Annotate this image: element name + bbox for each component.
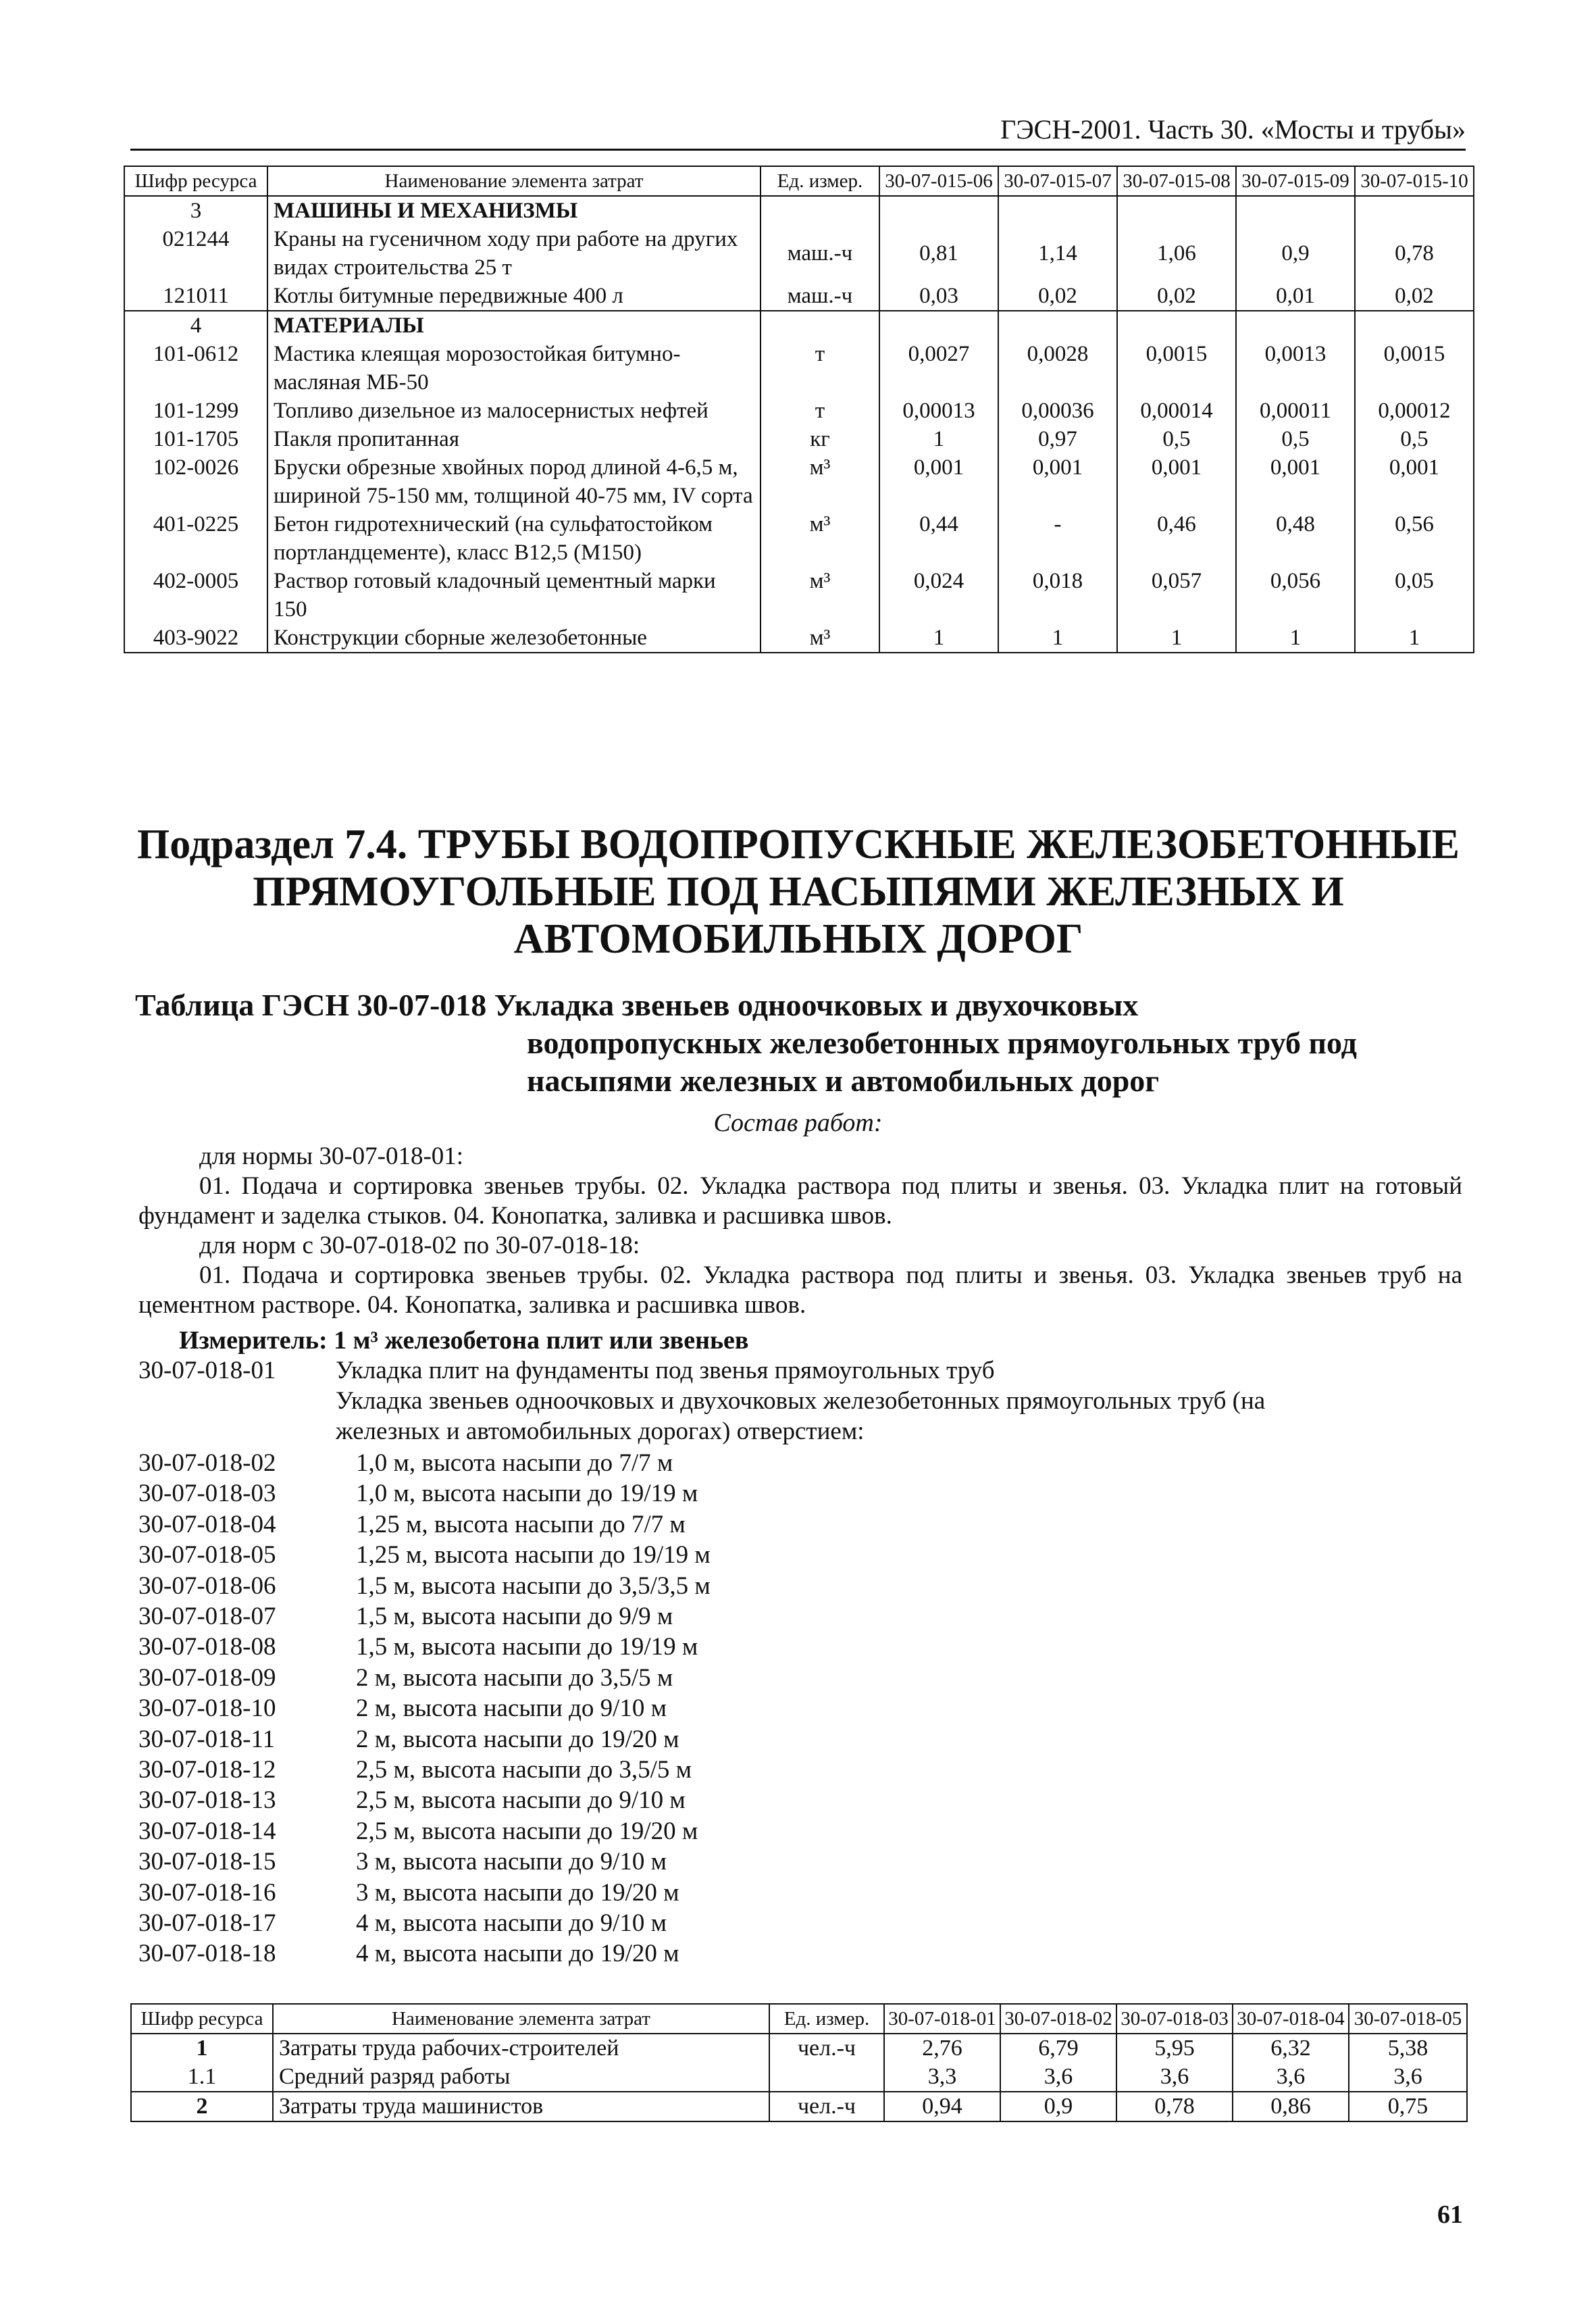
value-cell: 1 [1117, 624, 1236, 653]
header-rule [130, 149, 1466, 151]
norm-description: 1,25 м, высота насыпи до 19/19 м [356, 1541, 711, 1569]
header-unit: Ед. измер. [769, 2004, 884, 2034]
value-cell: 6,79 [1000, 2034, 1116, 2063]
value-cell: 5,95 [1116, 2034, 1233, 2063]
norm-code: 30-07-018-15 [138, 1848, 276, 1876]
header-code: Шифр ресурса [131, 2004, 273, 2034]
value-cell: 0,0015 [1355, 340, 1474, 397]
table-title [135, 986, 1418, 1100]
table-row [124, 510, 1474, 567]
header-unit: Ед. измер. [761, 166, 879, 196]
running-header: ГЭСН-2001. Часть 30. «Мосты и трубы» [1000, 114, 1466, 145]
norm-code: 30-07-018-13 [138, 1786, 276, 1815]
value-cell: 0,48 [1236, 510, 1355, 567]
norm-description: 1,0 м, высота насыпи до 19/19 м [356, 1480, 698, 1508]
norm-description: 2 м, высота насыпи до 19/20 м [356, 1725, 679, 1753]
section-title: МАШИНЫ И МЕХАНИЗМЫ [267, 196, 761, 225]
table-row [124, 453, 1474, 510]
resource-name: Бруски обрезные хвойных пород длиной 4-6,5 м, шириной 75-150 мм, толщиной 40-75 мм, IV сорта [267, 453, 761, 510]
items-intro: Укладка звеньев одноочковых и двухочковых железобетонных прямоугольных труб (на [336, 1387, 1266, 1415]
value-cell: 0,05 [1355, 567, 1474, 624]
norm-description: 3 м, высота насыпи до 19/20 м [356, 1878, 679, 1907]
norm-description: 4 м, высота насыпи до 9/10 м [356, 1909, 667, 1937]
resource-code: 2 [131, 2092, 273, 2121]
norm-description: Укладка плит на фундаменты под звенья прямоугольных труб [336, 1357, 995, 1384]
value-cell: 0,9 [1236, 225, 1355, 282]
header-col: 30-07-015-10 [1355, 166, 1474, 196]
value-cell: 1 [998, 624, 1117, 653]
value-cell: 0,00014 [1117, 397, 1236, 425]
resource-name: Средний разряд работы [273, 2063, 769, 2092]
resource-name: Котлы битумные передвижные 400 л [267, 282, 761, 311]
norm-description: 2 м, высота насыпи до 3,5/5 м [356, 1663, 673, 1692]
value-cell: 0,94 [884, 2092, 1000, 2121]
work-composition-heading: Состав работ: [713, 1109, 883, 1137]
value-cell: 0,01 [1236, 282, 1355, 311]
table-row [124, 567, 1474, 624]
value-cell: 1 [879, 425, 998, 453]
resource-code: 101-1299 [124, 397, 267, 425]
value-cell: 0,001 [1355, 453, 1474, 510]
value-cell: 0,02 [1355, 282, 1474, 311]
resource-code: 102-0026 [124, 453, 267, 510]
resource-name: Краны на гусеничном ходу при работе на других видах строительства 25 т [267, 225, 761, 282]
header-col: 30-07-018-04 [1233, 2004, 1349, 2034]
resource-code: 1 [131, 2034, 273, 2063]
section-title: МАТЕРИАЛЫ [267, 311, 761, 340]
table-row [124, 397, 1474, 425]
value-cell: 0,00011 [1236, 397, 1355, 425]
table-row [131, 2063, 1467, 2092]
value-cell: 0,46 [1117, 510, 1236, 567]
value-cell: 0,018 [998, 567, 1117, 624]
norm-code: 30-07-018-11 [138, 1725, 276, 1753]
resource-code: 403-9022 [124, 624, 267, 653]
norm-description: 1,0 м, высота насыпи до 7/7 м [356, 1449, 673, 1477]
value-cell: 0,0027 [879, 340, 998, 397]
value-cell: 0,057 [1117, 567, 1236, 624]
table-row [124, 340, 1474, 397]
value-cell: 5,38 [1349, 2034, 1467, 2063]
norm-code: 30-07-018-06 [138, 1571, 276, 1600]
value-cell: 0,0015 [1117, 340, 1236, 397]
value-cell: 0,00036 [998, 397, 1117, 425]
header-col: 30-07-018-05 [1349, 2004, 1467, 2034]
resource-code: 121011 [124, 282, 267, 311]
resource-name: Пакля пропитанная [267, 425, 761, 453]
value-cell: 1,06 [1117, 225, 1236, 282]
resource-table-015 [124, 166, 1474, 653]
resource-unit: маш.-ч [761, 225, 879, 282]
norm-label: для норм с 30-07-018-02 по 30-07-018-18: [199, 1232, 640, 1259]
header-code: Шифр ресурса [124, 166, 267, 196]
norm-code: 30-07-018-01 [138, 1357, 276, 1384]
header-col: 30-07-015-08 [1117, 166, 1236, 196]
resource-code: 021244 [124, 225, 267, 282]
section-code: 4 [124, 311, 267, 340]
value-cell: 0,56 [1355, 510, 1474, 567]
value-cell: 0,024 [879, 567, 998, 624]
page-number: 61 [1437, 2200, 1463, 2229]
value-cell: 0,0028 [998, 340, 1117, 397]
value-cell: 0,00012 [1355, 397, 1474, 425]
norm-label: для нормы 30-07-018-01: [199, 1142, 464, 1170]
norm-text: 01. Подача и сортировка звеньев трубы. 02. Укладка раствора под плиты и звенья. 03. Укладка плит на готовый фундамент и заделка стыков. 04. Конопатка, заливка и расшивка швов. [138, 1172, 1462, 1230]
value-cell: 1 [879, 624, 998, 653]
resource-code: 101-0612 [124, 340, 267, 397]
resource-name: Затраты труда машинистов [273, 2092, 769, 2121]
norm-description: 4 м, высота насыпи до 19/20 м [356, 1940, 679, 1968]
table-header-row [124, 166, 1474, 196]
resource-unit [769, 2063, 884, 2092]
resource-code: 1.1 [131, 2063, 273, 2092]
value-cell: 0,5 [1117, 425, 1236, 453]
norm-code: 30-07-018-07 [138, 1603, 276, 1630]
norm-description: 1,5 м, высота насыпи до 19/19 м [356, 1633, 698, 1661]
header-col: 30-07-015-09 [1236, 166, 1355, 196]
norm-description: 2,5 м, высота насыпи до 3,5/5 м [356, 1756, 692, 1784]
norm-description: 1,5 м, высота насыпи до 3,5/3,5 м [356, 1571, 711, 1600]
measurement-unit: Измеритель: 1 м³ железобетона плит или звеньев [179, 1326, 749, 1355]
resource-unit: маш.-ч [761, 282, 879, 311]
resource-name: Топливо дизельное из малосернистых нефтей [267, 397, 761, 425]
value-cell: - [998, 510, 1117, 567]
resource-unit: чел.-ч [769, 2092, 884, 2121]
value-cell: 0,9 [1000, 2092, 1116, 2121]
section-code: 3 [124, 196, 267, 225]
table-title-line: Таблица ГЭСН 30-07-018 Укладка звеньев одноочковых и двухочковых [135, 988, 1139, 1022]
value-cell: 0,5 [1355, 425, 1474, 453]
norm-code: 30-07-018-05 [138, 1541, 276, 1569]
norm-code: 30-07-018-08 [138, 1633, 276, 1661]
work-composition [138, 1142, 1462, 1320]
value-cell: 3,6 [1349, 2063, 1467, 2092]
resource-name: Бетон гидротехнический (на сульфатостойком портландцементе), класс В12,5 (М150) [267, 510, 761, 567]
resource-name: Затраты труда рабочих-строителей [273, 2034, 769, 2063]
value-cell: 1 [1236, 624, 1355, 653]
norm-code: 30-07-018-04 [138, 1510, 276, 1538]
header-name: Наименование элемента затрат [273, 2004, 769, 2034]
section-row [124, 196, 1474, 225]
resource-unit: чел.-ч [769, 2034, 884, 2063]
norm-code: 30-07-018-02 [138, 1449, 276, 1477]
norm-text: 01. Подача и сортировка звеньев трубы. 02. Укладка раствора под плиты и звенья. 03. Укладка звеньев труб на цементном растворе. 04. Конопатка, заливка и расшивка швов. [138, 1261, 1462, 1319]
header-col: 30-07-018-01 [884, 2004, 1000, 2034]
norm-description: 1,25 м, высота насыпи до 7/7 м [356, 1510, 686, 1538]
norm-description: 2 м, высота насыпи до 9/10 м [356, 1694, 667, 1723]
norm-description: 1,5 м, высота насыпи до 9/9 м [356, 1603, 673, 1630]
value-cell: 0,5 [1236, 425, 1355, 453]
resource-unit: т [761, 340, 879, 397]
resource-code: 101-1705 [124, 425, 267, 453]
value-cell: 3,3 [884, 2063, 1000, 2092]
resource-unit: м³ [761, 567, 879, 624]
resource-name: Конструкции сборные железобетонные [267, 624, 761, 653]
value-cell: 0,056 [1236, 567, 1355, 624]
table-header-row [131, 2004, 1467, 2034]
resource-table-018 [130, 2003, 1468, 2122]
resource-unit: т [761, 397, 879, 425]
resource-code: 401-0225 [124, 510, 267, 567]
value-cell: 0,03 [879, 282, 998, 311]
value-cell: 3,6 [1000, 2063, 1116, 2092]
norm-code: 30-07-018-09 [138, 1663, 276, 1692]
norm-description: 2,5 м, высота насыпи до 9/10 м [356, 1786, 686, 1815]
value-cell: 6,32 [1233, 2034, 1349, 2063]
value-cell: 0,0013 [1236, 340, 1355, 397]
table-row [124, 225, 1474, 282]
table-row [124, 282, 1474, 311]
value-cell: 3,6 [1233, 2063, 1349, 2092]
value-cell: 0,86 [1233, 2092, 1349, 2121]
value-cell: 1,14 [998, 225, 1117, 282]
value-cell: 0,78 [1355, 225, 1474, 282]
norm-description: 2,5 м, высота насыпи до 19/20 м [356, 1817, 698, 1845]
value-cell: 2,76 [884, 2034, 1000, 2063]
header-col: 30-07-015-06 [879, 166, 998, 196]
table-title-line: насыпями железных и автомобильных дорог [527, 1063, 1160, 1098]
value-cell: 3,6 [1116, 2063, 1233, 2092]
value-cell: 0,001 [1117, 453, 1236, 510]
table-row [131, 2092, 1467, 2121]
value-cell: 0,00013 [879, 397, 998, 425]
resource-unit: м³ [761, 624, 879, 653]
norm-description: 3 м, высота насыпи до 9/10 м [356, 1848, 667, 1876]
table-title-line: водопропускных железобетонных прямоугольных труб под [527, 1026, 1357, 1060]
resource-unit: м³ [761, 510, 879, 567]
resource-code: 402-0005 [124, 567, 267, 624]
items-intro: железных и автомобильных дорогах) отверстием: [336, 1417, 865, 1445]
table-row [124, 425, 1474, 453]
value-cell: 0,02 [1117, 282, 1236, 311]
table-row [124, 624, 1474, 653]
norm-code: 30-07-018-12 [138, 1756, 276, 1784]
value-cell: 0,44 [879, 510, 998, 567]
norm-code: 30-07-018-10 [138, 1694, 276, 1723]
table-row [131, 2034, 1467, 2063]
norm-code: 30-07-018-14 [138, 1817, 276, 1845]
section-row [124, 311, 1474, 340]
value-cell: 0,001 [879, 453, 998, 510]
value-cell: 0,001 [998, 453, 1117, 510]
value-cell: 0,81 [879, 225, 998, 282]
value-cell: 0,97 [998, 425, 1117, 453]
subsection-title: Подраздел 7.4. ТРУБЫ ВОДОПРОПУСКНЫЕ ЖЕЛЕЗОБЕТОННЫЕ ПРЯМОУГОЛЬНЫЕ ПОД НАСЫПЯМИ ЖЕЛЕЗНЫХ И АВТОМОБИЛЬНЫХ ДОРОГ [137, 822, 1460, 962]
header-col: 30-07-018-03 [1116, 2004, 1233, 2034]
value-cell: 1 [1355, 624, 1474, 653]
resource-unit: кг [761, 425, 879, 453]
header-col: 30-07-018-02 [1000, 2004, 1116, 2034]
header-col: 30-07-015-07 [998, 166, 1117, 196]
value-cell: 0,75 [1349, 2092, 1467, 2121]
resource-name: Мастика клеящая морозостойкая битумно-масляная МБ-50 [267, 340, 761, 397]
value-cell: 0,02 [998, 282, 1117, 311]
value-cell: 0,001 [1236, 453, 1355, 510]
resource-unit: м³ [761, 453, 879, 510]
norm-code: 30-07-018-03 [138, 1480, 276, 1508]
value-cell: 0,78 [1116, 2092, 1233, 2121]
norm-code: 30-07-018-16 [138, 1878, 276, 1907]
header-name: Наименование элемента затрат [267, 166, 761, 196]
resource-name: Раствор готовый кладочный цементный марки 150 [267, 567, 761, 624]
norm-code: 30-07-018-17 [138, 1909, 276, 1937]
norm-code: 30-07-018-18 [138, 1940, 276, 1968]
